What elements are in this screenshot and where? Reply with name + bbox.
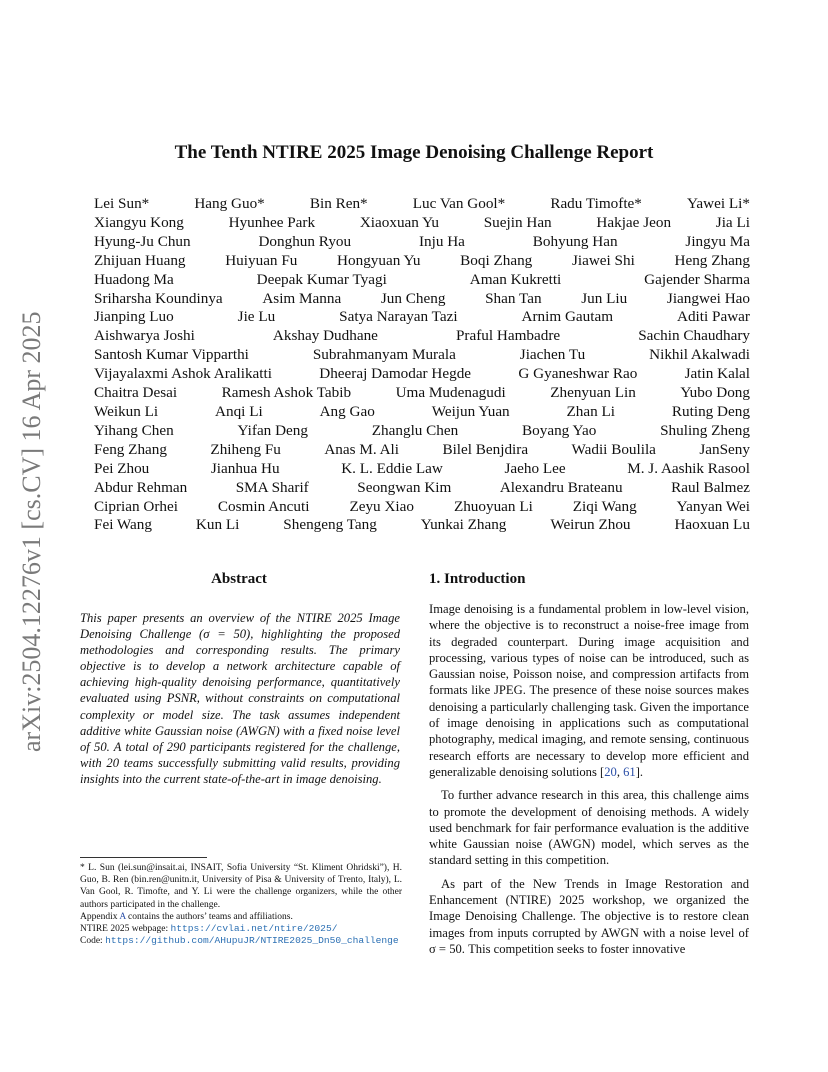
author-name: Satya Narayan Tazi (339, 308, 458, 326)
author-name: Zhuoyuan Li (453, 497, 533, 515)
webpage-label: NTIRE 2025 webpage: (80, 924, 171, 935)
author-name: Yihang Chen (94, 421, 174, 439)
author-name: Yubo Dong (680, 384, 750, 402)
author-name: Arnim Gautam (521, 308, 614, 326)
author-name: Fei Wang (94, 516, 152, 534)
author-row (84, 365, 760, 384)
author-name: Haoxuan Lu (674, 516, 750, 534)
paper-title: The Tenth NTIRE 2025 Image Denoising Challenge Report (174, 142, 654, 163)
author-name: Lei Sun* (94, 195, 150, 212)
author-name: Zhanglu Chen (371, 421, 459, 439)
footnote-rule (80, 857, 207, 858)
author-row (84, 271, 760, 290)
citation-link[interactable]: 20 (604, 764, 617, 779)
author-name: Boqi Zhang (460, 251, 533, 269)
author-name: Inju Ha (418, 232, 465, 250)
appendix-link[interactable]: A (119, 911, 126, 922)
author-name: Weirun Zhou (550, 516, 631, 534)
author-name: Hongyuan Yu (337, 251, 421, 269)
author-name: Shengeng Tang (283, 516, 377, 534)
intro-p1-text: Image denoising is a fundamental problem in low-level vision, where the objective is to reconstruct a noise-free image from its degraded counterpart. During image acquisition and processing, various types of noise can be introduced, such as Gaussian noise, Poisson noise, and compression artifacts from formats like JPEG. The presence of these noise sources makes denoising a particularly challenging task. Given the importance of image denoising in applications such as computational photography, medical imaging, and remote sensing, continuous research efforts are necessary to develop more efficient and generalizable denoising solutions [ (429, 602, 749, 779)
author-name: M. J. Aashik Rasool (627, 459, 750, 477)
author-row (84, 403, 760, 422)
author-name: Hyung-Ju Chun (94, 232, 191, 250)
author-name: Jiawei Shi (571, 251, 635, 269)
author-name: Vijayalaxmi Ashok Aralikatti (94, 365, 272, 383)
citation-link[interactable]: 61 (623, 764, 636, 779)
author-name: Jun Cheng (380, 289, 446, 307)
author-name: Subrahmanyam Murala (312, 346, 456, 364)
author-row (84, 308, 760, 327)
author-name: Zhenyuan Lin (550, 384, 636, 402)
author-name: SMA Sharif (235, 478, 309, 496)
author-name: Aditi Pawar (676, 308, 750, 326)
author-name: G Gyaneshwar Rao (518, 365, 638, 383)
author-name: Yunkai Zhang (420, 516, 507, 534)
author-name: Donghun Ryou (258, 232, 352, 250)
introduction-heading: 1. Introduction (429, 571, 526, 587)
author-name: Jiangwei Hao (666, 289, 750, 307)
author-name: Ciprian Orhei (94, 497, 178, 515)
author-name: Anqi Li (215, 402, 263, 420)
author-row (84, 346, 760, 365)
author-name: Jie Lu (237, 308, 276, 326)
author-name: Shan Tan (485, 289, 542, 307)
author-row (84, 516, 760, 535)
author-name: Weijun Yuan (431, 402, 510, 420)
author-name: Aman Kukretti (469, 270, 562, 288)
author-name: Xiaoxuan Yu (359, 213, 439, 231)
author-name: Gajender Sharma (644, 270, 750, 288)
author-name: Praful Hambadre (455, 327, 561, 345)
author-name: Pei Zhou (94, 459, 150, 477)
author-name: Anas M. Ali (324, 440, 399, 458)
author-name: Dheeraj Damodar Hegde (319, 365, 472, 383)
author-name: Feng Zhang (94, 440, 167, 458)
appendix-post: contains the authors’ teams and affiliations. (125, 911, 293, 922)
author-row (84, 327, 760, 346)
author-name: Shuling Zheng (660, 421, 750, 439)
author-name: Jianping Luo (94, 308, 174, 326)
author-row (84, 290, 760, 309)
author-name: Ziqi Wang (572, 497, 637, 515)
author-name: Luc Van Gool* (412, 195, 506, 212)
author-name: Jianhua Hu (210, 459, 280, 477)
author-name: Jia Li (715, 213, 750, 231)
author-row (84, 384, 760, 403)
author-name: Asim Manna (262, 289, 342, 307)
author-name: Ruting Deng (671, 402, 750, 420)
introduction-body (429, 601, 749, 964)
author-name: Yanyan Wei (676, 497, 750, 515)
abstract-heading: Abstract (211, 571, 267, 587)
author-name: Zhiheng Fu (210, 440, 281, 458)
author-name: Weikun Li (94, 402, 159, 420)
author-name: Heng Zhang (674, 251, 750, 269)
author-name: K. L. Eddie Law (341, 459, 443, 477)
author-name: Cosmin Ancuti (217, 497, 310, 515)
code-link[interactable]: https://github.com/AHupuJR/NTIRE2025_Dn50_challenge (105, 935, 399, 947)
author-name: Hakjae Jeon (596, 213, 672, 231)
author-name: Akshay Dudhane (272, 327, 378, 345)
author-name: Radu Timofte* (550, 195, 642, 212)
author-name: Jatin Kalal (684, 365, 750, 383)
author-name: Kun Li (195, 516, 240, 534)
author-name: Hang Guo* (194, 195, 265, 212)
author-name: Ramesh Ashok Tabib (221, 384, 352, 402)
author-name: Zhan Li (566, 402, 616, 420)
author-name: Sriharsha Koundinya (94, 289, 223, 307)
author-name: Wadii Boulila (571, 440, 656, 458)
author-name: Nikhil Akalwadi (649, 346, 750, 364)
citation-separator: , (616, 764, 624, 779)
author-name: Abdur Rehman (94, 478, 188, 496)
author-name: Jaeho Lee (504, 459, 566, 477)
intro-paragraph-2: To further advance research in this area, this challenge aims to promote the development of denoising methods. A widely used benchmark for fair performance evaluation is the additive white Gaussian noise (AWGN) model, which serves as the standard setting in this competition. (429, 788, 749, 868)
author-name: Bilel Benjdira (442, 440, 529, 458)
author-name: Deepak Kumar Tyagi (256, 270, 387, 288)
author-name: Jiachen Tu (519, 346, 586, 364)
author-name: Sachin Chaudhary (638, 327, 750, 345)
author-name: Chaitra Desai (94, 384, 178, 402)
author-row (84, 479, 760, 498)
intro-paragraph-1 (429, 601, 749, 780)
author-row (84, 195, 760, 214)
author-name: JanSeny (699, 440, 750, 458)
author-row (84, 252, 760, 271)
footnote-appendix (80, 911, 402, 923)
code-label: Code: (80, 936, 106, 947)
author-name: Boyang Yao (522, 421, 597, 439)
author-name: Suejin Han (483, 213, 552, 231)
intro-paragraph-3: As part of the New Trends in Image Restoration and Enhancement (NTIRE) 2025 workshop, we organized the Image Denoising Challenge. The objective is to restore clean images from inputs corrupted by AWGN with a noise level of σ = 50. This competition seeks to foster innovative (429, 876, 749, 956)
author-row (84, 441, 760, 460)
author-name: Huiyuan Fu (225, 251, 298, 269)
footnote (80, 862, 402, 947)
footnote-webpage (80, 923, 402, 935)
author-name: Yawei Li* (686, 195, 750, 212)
author-row (84, 498, 760, 517)
author-name: Raul Balmez (671, 478, 750, 496)
webpage-link[interactable]: https://cvlai.net/ntire/2025/ (170, 923, 338, 935)
author-name: Zhijuan Huang (94, 251, 186, 269)
author-name: Aishwarya Joshi (94, 327, 195, 345)
author-name: Hyunhee Park (228, 213, 316, 231)
author-name: Seongwan Kim (357, 478, 452, 496)
author-name: Bohyung Han (532, 232, 618, 250)
author-name: Santosh Kumar Vipparthi (94, 346, 249, 364)
author-name: Jingyu Ma (685, 232, 750, 250)
arxiv-stamp (14, 300, 48, 760)
author-name: Zeyu Xiao (349, 497, 414, 515)
author-row (84, 214, 760, 233)
author-name: Jun Liu (581, 289, 628, 307)
author-name: Uma Mudenagudi (395, 384, 506, 402)
author-row (84, 460, 760, 479)
footnote-organizers: * L. Sun (lei.sun@insait.ai, INSAIT, Sofia University “St. Kliment Ohridski”), H. Guo, B. Ren (bin.ren@unitn.it, University of Pisa & University of Trento, Italy), L. Van Gool, R. Timofte, and Y. Li were the challenge organizers, while the other authors participated in the challenge. (80, 863, 402, 910)
citation-close: ]. (635, 764, 644, 779)
author-name: Huadong Ma (94, 270, 174, 288)
author-list (84, 195, 760, 535)
abstract-text: This paper presents an overview of the NTIRE 2025 Image Denoising Challenge (σ = 50), highlighting the proposed methodologies and corresponding results. The primary objective is to develop a network architecture capable of achieving high-quality denoising performance, quantitatively evaluated using PSNR, without constraints on computational complexity or model size. The task assumes independent additive white Gaussian noise (AWGN) with a fixed noise level of 50. A total of 290 participants registered for the challenge, with 20 teams successfully submitting valid results, providing insights into the current state-of-the-art in image denoising. (80, 611, 400, 786)
author-name: Xiangyu Kong (94, 213, 184, 231)
author-name: Ang Gao (319, 402, 375, 420)
author-row (84, 233, 760, 252)
footnote-code (80, 935, 402, 947)
author-row (84, 422, 760, 441)
arxiv-stamp-text: arXiv:2504.12276v1 [cs.CV] 16 Apr 2025 (17, 311, 46, 752)
author-name: Bin Ren* (309, 195, 368, 212)
author-name: Alexandru Brateanu (499, 478, 623, 496)
appendix-pre: Appendix (80, 911, 120, 922)
author-name: Yifan Deng (237, 421, 308, 439)
